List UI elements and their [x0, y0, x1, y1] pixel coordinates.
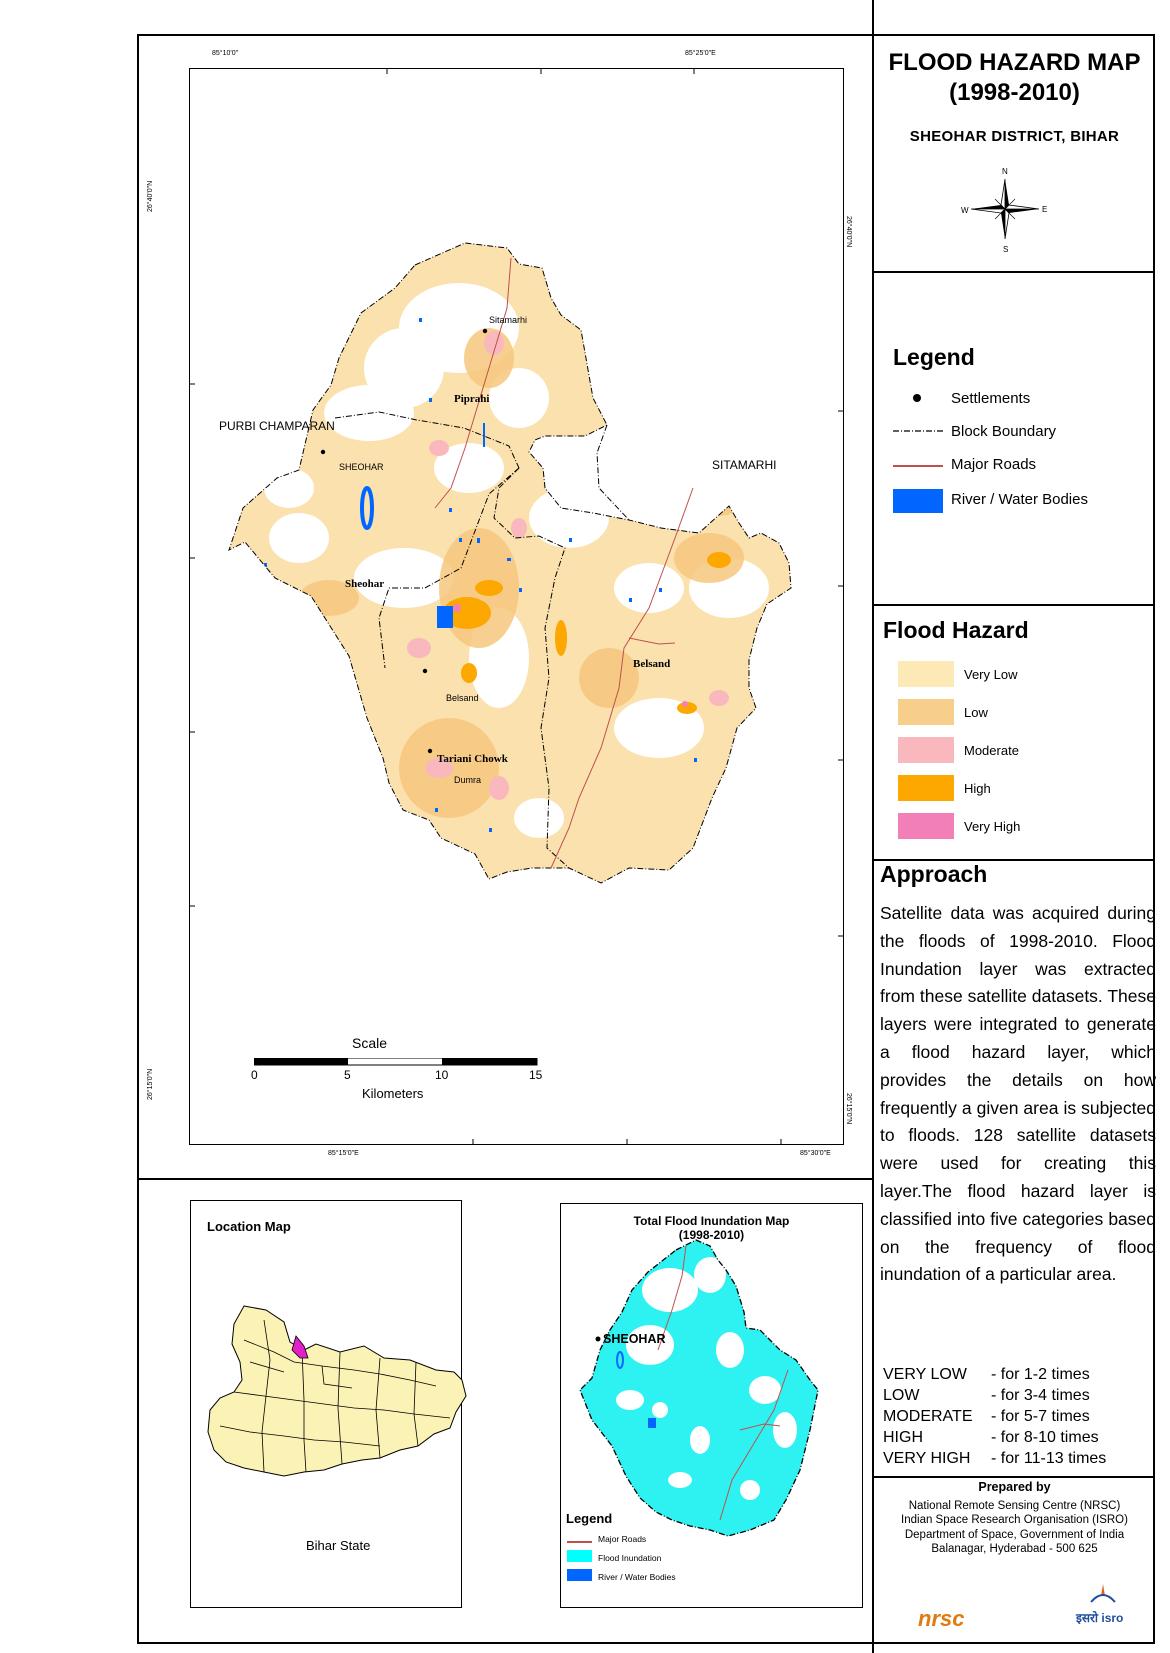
- label-dumra: Dumra: [454, 775, 482, 785]
- divider-title-legend: [872, 271, 1155, 273]
- coord-left-bottom: 26°15'0"N: [147, 1068, 154, 1100]
- hazard-label: Very High: [964, 819, 1021, 834]
- coord-top-right: 85°25'0"E: [685, 50, 716, 57]
- legend-heading: Legend: [893, 344, 975, 370]
- hazard-label: High: [964, 781, 991, 796]
- category-row: MODERATE - for 5-7 times: [883, 1408, 1090, 1425]
- label-sheohar-block: Sheohar: [345, 578, 385, 590]
- compass-e: E: [1042, 205, 1048, 214]
- panel-divider-vertical: [872, 0, 874, 1653]
- category-row: LOW - for 3-4 times: [883, 1387, 1090, 1404]
- isro-logo-text: इसरो isro: [1076, 1611, 1124, 1625]
- coord-left-top: 26°40'0"N: [147, 180, 154, 212]
- label-belsand-block: Belsand: [633, 658, 671, 670]
- label-sheohar-town: SHEOHAR: [339, 462, 384, 472]
- inundation-road-symbol: [567, 1541, 592, 1543]
- red-line-icon: [893, 465, 943, 467]
- flood-hazard-heading: Flood Hazard: [883, 617, 1029, 643]
- category-row: HIGH - for 8-10 times: [883, 1429, 1099, 1446]
- scale-tick-10: 10: [435, 1068, 449, 1082]
- frequency-categories: [883, 1364, 1106, 1469]
- scale-tick-15: 15: [529, 1068, 543, 1082]
- coord-right-top: 26°40'0"N: [845, 216, 852, 248]
- inundation-town-label: SHEOHAR: [603, 1332, 666, 1346]
- divider-main-insets: [137, 1178, 872, 1180]
- hazard-swatch-very-high: [898, 813, 954, 839]
- nrsc-logo: nrsc: [918, 1606, 965, 1631]
- dash-dot-line-icon: [893, 428, 943, 434]
- location-map-caption: Bihar State: [306, 1538, 371, 1553]
- legend-major-roads: Major Roads: [951, 456, 1037, 473]
- prepared-by: Prepared by National Remote Sensing Centre (NRSC) Indian Space Research Organisation (ISRO) Department of Space, Government of India Balanagar, Hyderabad - 500 625: [901, 1480, 1128, 1555]
- approach-heading: Approach: [880, 861, 988, 887]
- legend-block-boundary: Block Boundary: [951, 423, 1057, 440]
- bihar-state-map: [204, 1300, 476, 1490]
- location-map-title: Location Map: [207, 1219, 291, 1234]
- compass-n: N: [1002, 167, 1008, 176]
- coord-bottom-right: 85°30'0"E: [800, 1150, 831, 1157]
- compass-w: W: [961, 206, 969, 215]
- compass-s: S: [1003, 245, 1009, 254]
- inundation-water-symbol: [567, 1569, 592, 1581]
- divider-approach-prepared: [872, 1476, 1155, 1478]
- scale-tick-5: 5: [344, 1068, 351, 1082]
- hazard-swatch-very-low: [898, 661, 954, 687]
- map-title: FLOOD HAZARD MAP (1998-2010): [888, 49, 1141, 106]
- coord-bottom-left: 85°15'0"E: [328, 1150, 359, 1157]
- scale-title: Scale: [352, 1035, 388, 1051]
- map-subtitle: SHEOHAR DISTRICT, BIHAR: [909, 128, 1120, 145]
- scale-tick-0: 0: [251, 1068, 258, 1082]
- scale-bar: [254, 1058, 539, 1068]
- scale-unit: Kilometers: [362, 1086, 424, 1101]
- label-sitamarhi-district: SITAMARHI: [712, 458, 777, 472]
- label-tariani-chowk: Tariani Chowk: [437, 753, 508, 765]
- category-row: VERY HIGH - for 11-13 times: [883, 1450, 1107, 1467]
- hazard-swatch-low: [898, 699, 954, 725]
- inundation-legend-roads: Major Roads: [598, 1534, 647, 1544]
- divider-legend-hazard: [872, 604, 1155, 606]
- inundation-legend-heading: Legend: [566, 1511, 613, 1526]
- hazard-label: Moderate: [964, 743, 1019, 758]
- coord-top-left: 85°10'0": [212, 50, 239, 57]
- label-belsand-town: Belsand: [446, 693, 479, 703]
- hazard-map: [189, 68, 844, 1145]
- coord-right-bottom: 26°15'0"N: [845, 1093, 852, 1125]
- approach-text: Satellite data was acquired during the floods of 1998-2010. Flood Inundation layer was extracted from these satellite datasets. These layers were integrated to generate a flood hazard layer, which provides the details on how frequently a given area is subjected to floods. 128 satellite datasets were used for creating this layer.The flood hazard layer is classified into five categories based on the frequency of flood inundation of a particular area.: [880, 903, 1156, 1285]
- category-row: VERY LOW - for 1-2 times: [883, 1366, 1090, 1383]
- label-purbi-champaran: PURBI CHAMPARAN: [219, 419, 335, 433]
- hazard-swatch-moderate: [898, 737, 954, 763]
- hazard-label: Very Low: [964, 667, 1018, 682]
- label-sitamarhi-town: Sitamarhi: [489, 315, 528, 325]
- inundation-flood-symbol: [567, 1550, 592, 1562]
- legend-water-bodies: River / Water Bodies: [951, 491, 1088, 508]
- inundation-legend-flood: Flood Inundation: [598, 1553, 662, 1563]
- hazard-swatch-high: [898, 775, 954, 801]
- hazard-label: Low: [964, 705, 988, 720]
- inundation-map-title: Total Flood Inundation Map (1998-2010): [633, 1214, 790, 1242]
- label-piprahi: Piprahi: [454, 393, 490, 405]
- blue-box-icon: [893, 489, 943, 513]
- dot-icon: [913, 394, 921, 402]
- north-arrow-icon: [960, 166, 1050, 256]
- inundation-legend-water: River / Water Bodies: [598, 1572, 676, 1582]
- legend-settlements: Settlements: [951, 390, 1031, 407]
- isro-logo-icon: [1088, 1582, 1118, 1608]
